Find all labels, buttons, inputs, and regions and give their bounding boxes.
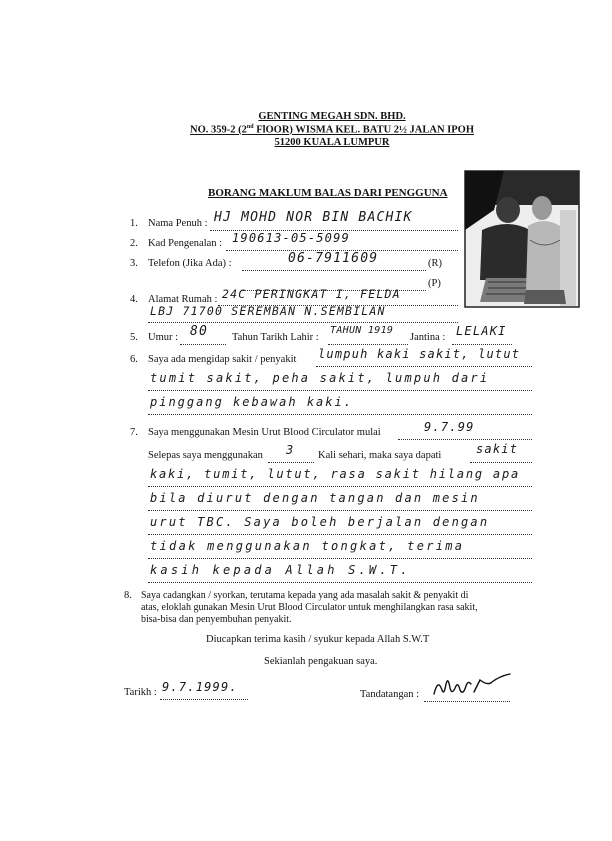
field-7-line3	[148, 534, 532, 535]
field-2-value: 190613-05-5099	[232, 231, 350, 245]
field-5-umur-line	[180, 344, 226, 345]
field-7-date-value: 9.7.99	[424, 420, 475, 434]
field-6-value-line2: tumit sakit, peha sakit, lumpuh dari	[150, 371, 490, 385]
field-4-value-line2: LBJ 71700 SEREMBAN N.SEMBILAN	[150, 304, 386, 318]
field-6-line3	[148, 414, 532, 415]
field-3-suffix-p: (P)	[428, 278, 441, 289]
field-7-number: 7.	[130, 427, 138, 438]
signature	[430, 672, 520, 702]
field-7-value-line5: kasih kepada Allah S.W.T.	[150, 563, 411, 577]
field-3-suffix-r: (R)	[428, 258, 442, 269]
field-7-value-line1: kaki, tumit, lutut, rasa sakit hilang apa	[150, 467, 521, 481]
tarikh-label: Tarikh :	[124, 687, 157, 698]
signature-label: Tandatangan :	[360, 689, 420, 700]
field-8-line2: atas, eloklah gunakan Mesin Urut Blood Circulator untuk menghilangkan rasa sakit,	[141, 602, 478, 613]
field-3-line	[242, 270, 426, 271]
field-7-line1	[148, 486, 532, 487]
field-4-label: Alamat Rumah :	[148, 294, 218, 305]
field-8-line3: bisa-bisa dan penyembuhan penyakit.	[141, 614, 292, 625]
field-3-label: Telefon (Jika Ada) :	[148, 258, 232, 269]
field-7-line2	[148, 510, 532, 511]
field-5-jantina-label: Jantina :	[410, 332, 446, 343]
field-6-label: Saya ada mengidap sakit / penyakit	[148, 354, 297, 365]
field-1-number: 1.	[130, 218, 138, 229]
field-7-label: Saya menggunakan Mesin Urut Blood Circulator mulai	[148, 427, 381, 438]
company-address-line2: 51200 KUALA LUMPUR	[274, 137, 390, 148]
field-3-value: 06-7911609	[288, 251, 379, 266]
photo	[464, 170, 580, 308]
field-4-line2	[148, 322, 458, 323]
field-5-umur-value: 80	[190, 324, 209, 339]
field-4-value-line1: 24C PERINGKAT I, FELDA	[222, 287, 401, 301]
field-5-tahun-label: Tahun Tarikh Lahir :	[232, 332, 319, 343]
company-name: GENTING MEGAH SDN. BHD.	[258, 111, 406, 122]
closing-sincere: Sekianlah pengakuan saya.	[264, 656, 378, 667]
field-8-number: 8.	[124, 590, 132, 601]
field-2-number: 2.	[130, 238, 138, 249]
field-6-value-line3: pinggang kebawah kaki.	[150, 395, 353, 409]
field-5-tahun-line	[328, 344, 408, 345]
field-1-value: HJ MOHD NOR BIN BACHIK	[214, 210, 413, 225]
field-8-line1: Saya cadangkan / syorkan, terutama kepada yang ada masalah sakit & penyakit di	[141, 590, 469, 601]
field-6-value-line1: lumpuh kaki sakit, lutut	[318, 347, 521, 361]
form-title: BORANG MAKLUM BALAS DARI PENGGUNA	[208, 187, 448, 199]
field-5-tahun-value: TAHUN 1919	[330, 325, 394, 336]
field-5-jantina-line	[452, 344, 512, 345]
field-5-jantina-value: LELAKI	[456, 324, 507, 338]
field-7-value-line3: urut TBC. Saya boleh berjalan dengan	[150, 515, 490, 529]
field-7b-count-line	[268, 462, 314, 463]
field-7b-label-b: Kali sehari, maka saya dapati	[318, 450, 442, 461]
company-address-line1: NO. 359-2 (2nd FlOOR) WISMA KEL. BATU 2½ JALAN IPOH	[190, 124, 474, 136]
field-6-number: 6.	[130, 354, 138, 365]
field-5-umur-label: Umur :	[148, 332, 179, 343]
field-7b-line0	[470, 462, 532, 463]
field-5-number: 5.	[130, 332, 138, 343]
tarikh-value: 9.7.1999.	[162, 680, 238, 694]
field-4-number: 4.	[130, 294, 138, 305]
field-7b-count-value: 3	[286, 443, 295, 457]
field-1-label: Nama Penuh :	[148, 218, 208, 229]
field-7-value-line0: sakit	[476, 442, 519, 456]
tarikh-line	[160, 699, 248, 700]
field-7-line5	[148, 582, 532, 583]
field-7b-label-a: Selepas saya menggunakan	[148, 450, 263, 461]
field-6-line1	[316, 366, 532, 367]
field-2-label: Kad Pengenalan :	[148, 238, 223, 249]
field-3-number: 3.	[130, 258, 138, 269]
field-7-date-line	[398, 439, 532, 440]
field-7-line4	[148, 558, 532, 559]
field-6-line2	[148, 390, 532, 391]
closing-thanks: Diucapkan terima kasih / syukur kepada Allah S.W.T	[206, 634, 430, 645]
field-7-value-line4: tidak menggunakan tongkat, terima	[150, 539, 465, 553]
field-7-value-line2: bila diurut dengan tangan dan mesin	[150, 491, 480, 505]
